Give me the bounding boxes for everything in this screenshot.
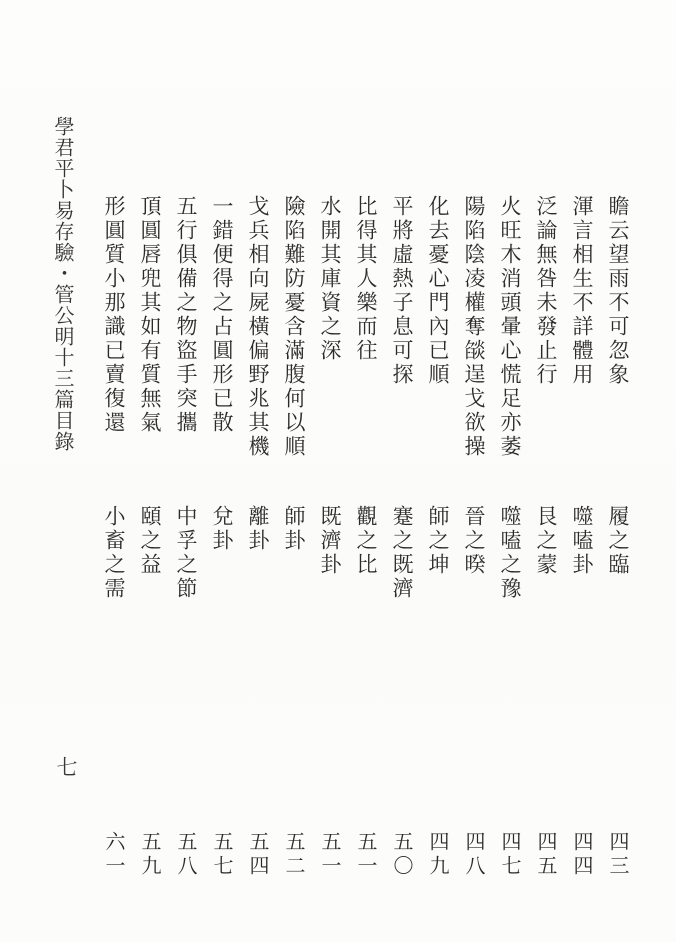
- book-title: 學君平卜易存驗・管公明十三篇目錄: [51, 116, 75, 452]
- entry-page-number: 四九: [426, 831, 450, 879]
- entry-page-number-column: [102, 831, 126, 931]
- entry-hexagram: 艮之蒙: [534, 505, 558, 577]
- entry-phrase: 渾言相生不詳體用: [570, 195, 594, 387]
- entry-page-number-column: [138, 831, 162, 931]
- entry-phrase: 水開其庫資之深: [318, 195, 342, 363]
- toc-entry: [390, 195, 414, 627]
- toc-entry: [354, 195, 378, 627]
- entry-page-number-column: [606, 831, 630, 931]
- toc-entry: [210, 195, 234, 627]
- entry-hexagram: 離卦: [246, 505, 270, 553]
- entry-hexagram: 中孚之節: [174, 505, 198, 601]
- entry-page-number-column: [534, 831, 558, 931]
- entry-page-number: 五九: [138, 831, 162, 879]
- entry-page-number-column: [174, 831, 198, 931]
- toc-entry: [570, 195, 594, 627]
- toc-entry: [426, 195, 450, 627]
- toc-entry: [138, 195, 162, 627]
- toc-entry: [174, 195, 198, 627]
- entry-phrase: 險陷難防憂含滿腹何以順: [282, 195, 306, 459]
- entry-phrase: 陽陷陰凌權奪燄逞戈欲操: [462, 195, 486, 459]
- entry-hexagram: 觀之比: [354, 505, 378, 577]
- entry-phrase: 形圓質小那識已賣復還: [102, 195, 126, 435]
- entry-hexagram: 兌卦: [210, 505, 234, 553]
- entry-page-number-column: [354, 831, 378, 931]
- entry-phrase: 比得其人樂而往: [354, 195, 378, 363]
- entry-phrase: 化去憂心門內已順: [426, 195, 450, 387]
- toc-entry: [102, 195, 126, 627]
- entry-page-number: 五八: [174, 831, 198, 879]
- entry-phrase: 泛論無咎未發止行: [534, 195, 558, 387]
- entry-hexagram: 既濟卦: [318, 505, 342, 577]
- toc-entry: [318, 195, 342, 627]
- toc-entry: [282, 195, 306, 627]
- entry-phrase: 平將虛熱子息可探: [390, 195, 414, 387]
- entry-page-number-column: [282, 831, 306, 931]
- entry-page-number-column: [426, 831, 450, 931]
- entry-hexagram: 頤之益: [138, 505, 162, 577]
- entry-phrase: 頂圓唇兜其如有質無氣: [138, 195, 162, 435]
- entry-hexagram: 履之臨: [606, 505, 630, 577]
- entry-hexagram: 蹇之既濟: [390, 505, 414, 601]
- entry-page-number: 五〇: [390, 831, 414, 879]
- entry-page-number: 五一: [354, 831, 378, 879]
- entry-page-number: 四四: [570, 831, 594, 879]
- toc-entry: [498, 195, 522, 627]
- toc-entry: [534, 195, 558, 627]
- toc-entry: [246, 195, 270, 627]
- entry-page-number: 六一: [102, 831, 126, 879]
- entry-page-number-column: [210, 831, 234, 931]
- folio-number: 七: [54, 756, 78, 777]
- entry-hexagram: 小畜之需: [102, 505, 126, 601]
- entry-page-number-column: [246, 831, 270, 931]
- entry-page-number: 五四: [246, 831, 270, 879]
- entry-hexagram: 師之坤: [426, 505, 450, 577]
- entry-page-number: 四八: [462, 831, 486, 879]
- entry-page-number-column: [318, 831, 342, 931]
- toc-entry: [606, 195, 630, 627]
- entry-hexagram: 師卦: [282, 505, 306, 553]
- entry-page-number-column: [498, 831, 522, 931]
- entry-hexagram: 噬嗑之豫: [498, 505, 522, 601]
- toc-entry: [462, 195, 486, 627]
- entry-phrase: 一錯便得之占圓形已散: [210, 195, 234, 435]
- entry-page-number-column: [570, 831, 594, 931]
- entry-hexagram: 晉之暌: [462, 505, 486, 577]
- entry-phrase: 五行俱備之物盜手突攜: [174, 195, 198, 435]
- entry-phrase: 戈兵相向屍橫偏野兆其機: [246, 195, 270, 459]
- entry-page-number: 五一: [318, 831, 342, 879]
- entry-page-number-column: [462, 831, 486, 931]
- entry-hexagram: 噬嗑卦: [570, 505, 594, 577]
- entry-phrase: 瞻云望雨不可忽象: [606, 195, 630, 387]
- entry-page-number: 四七: [498, 831, 522, 879]
- entry-page-number: 四五: [534, 831, 558, 879]
- entry-phrase: 火旺木消頭暈心慌足亦萎: [498, 195, 522, 459]
- entry-page-number: 四三: [606, 831, 630, 879]
- entry-page-number: 五二: [282, 831, 306, 879]
- entry-page-number-column: [390, 831, 414, 931]
- entry-page-number: 五七: [210, 831, 234, 879]
